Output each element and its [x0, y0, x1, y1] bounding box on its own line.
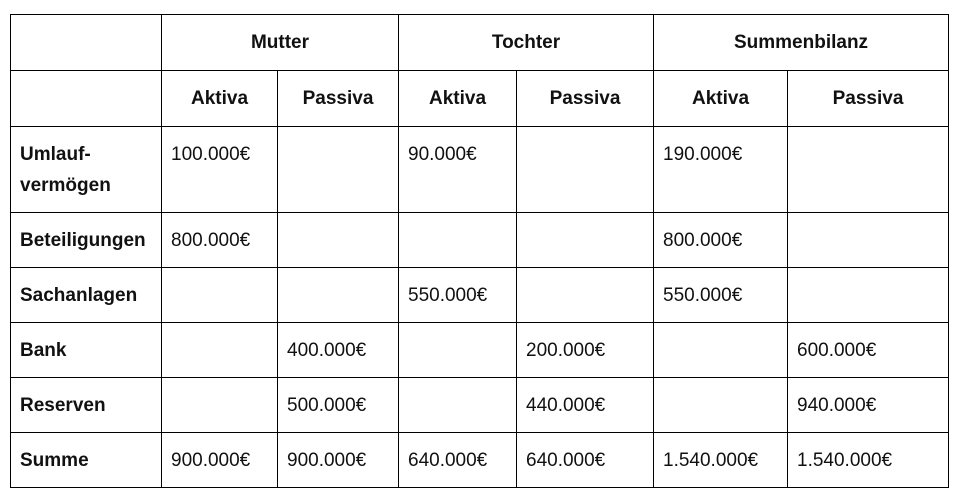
subheader-passiva: Passiva [517, 71, 654, 127]
header-summenbilanz: Summenbilanz [654, 15, 949, 71]
table-row [11, 323, 949, 378]
table-cell: 800.000€ [162, 213, 278, 268]
row-label: Beteiligungen [11, 213, 162, 268]
table-row [11, 433, 949, 488]
table-cell [278, 268, 399, 323]
table-cell [517, 127, 654, 213]
row-label-line: Umlauf- [20, 144, 91, 165]
table-cell: 550.000€ [399, 268, 517, 323]
row-label: Summe [11, 433, 162, 488]
table-cell [278, 213, 399, 268]
subheader-aktiva: Aktiva [399, 71, 517, 127]
table-cell: 600.000€ [788, 323, 949, 378]
subheader-corner-cell [11, 71, 162, 127]
table-row [11, 268, 949, 323]
table-cell: 90.000€ [399, 127, 517, 213]
subheader-aktiva: Aktiva [654, 71, 788, 127]
table-cell [654, 323, 788, 378]
table-cell: 200.000€ [517, 323, 654, 378]
table-cell [278, 127, 399, 213]
table-cell: 190.000€ [654, 127, 788, 213]
table-cell [399, 378, 517, 433]
table-cell [399, 213, 517, 268]
table-cell: 1.540.000€ [788, 433, 949, 488]
header-mutter: Mutter [162, 15, 399, 71]
row-label: Bank [11, 323, 162, 378]
table-row [11, 127, 949, 213]
balance-table [10, 14, 949, 488]
table-cell: 400.000€ [278, 323, 399, 378]
header-tochter: Tochter [399, 15, 654, 71]
table-cell: 440.000€ [517, 378, 654, 433]
table-cell [162, 268, 278, 323]
table-cell: 1.540.000€ [654, 433, 788, 488]
table-cell [788, 127, 949, 213]
table-cell [788, 213, 949, 268]
table-cell: 500.000€ [278, 378, 399, 433]
subheader-aktiva: Aktiva [162, 71, 278, 127]
table-cell [788, 268, 949, 323]
row-label-line: vermögen [20, 175, 111, 196]
table-cell: 640.000€ [517, 433, 654, 488]
row-label [11, 127, 162, 213]
table-cell: 640.000€ [399, 433, 517, 488]
header-row [11, 15, 949, 71]
table-cell: 900.000€ [278, 433, 399, 488]
table-cell: 900.000€ [162, 433, 278, 488]
table-cell [399, 323, 517, 378]
table-cell [654, 378, 788, 433]
table-row [11, 378, 949, 433]
table-cell [517, 268, 654, 323]
row-label: Sachanlagen [11, 268, 162, 323]
subheader-row [11, 71, 949, 127]
table-row [11, 213, 949, 268]
row-label: Reserven [11, 378, 162, 433]
table-cell: 940.000€ [788, 378, 949, 433]
table-cell [162, 378, 278, 433]
table-cell: 550.000€ [654, 268, 788, 323]
subheader-passiva: Passiva [278, 71, 399, 127]
table-cell: 800.000€ [654, 213, 788, 268]
table-cell [517, 213, 654, 268]
corner-cell [11, 15, 162, 71]
table-cell: 100.000€ [162, 127, 278, 213]
table-cell [162, 323, 278, 378]
subheader-passiva: Passiva [788, 71, 949, 127]
